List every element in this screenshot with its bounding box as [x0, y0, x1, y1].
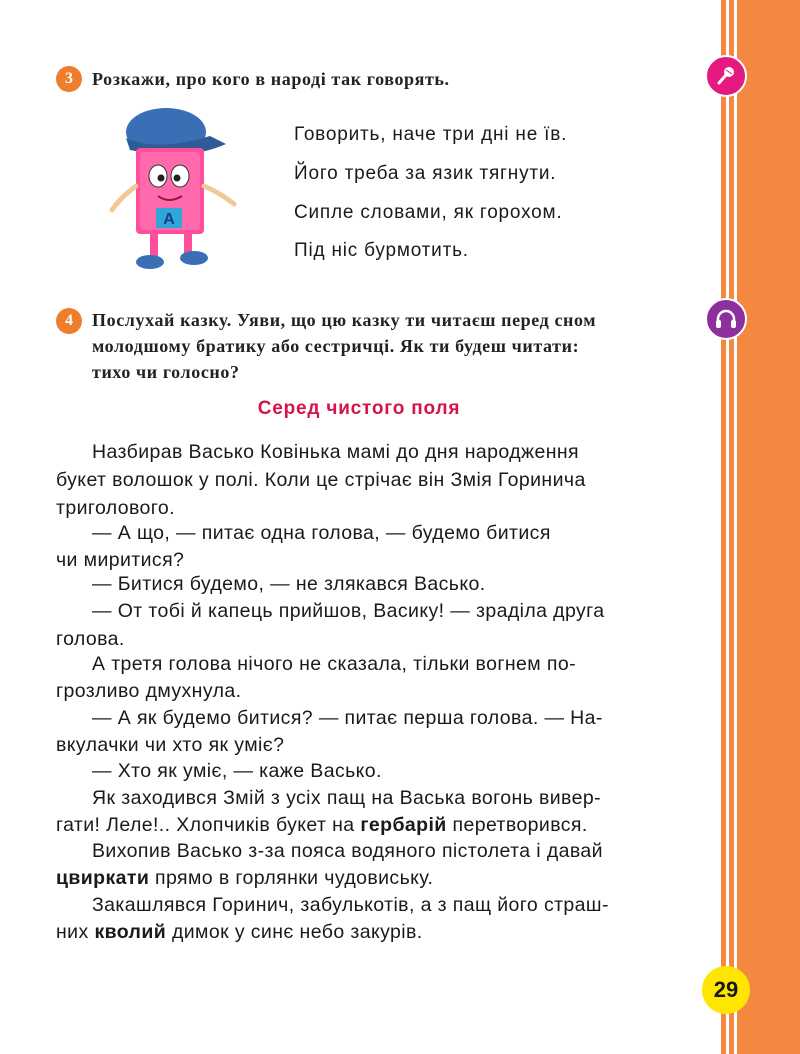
- headphones-icon[interactable]: [705, 298, 747, 340]
- story-line-9: А третя голова нічого не сказала, тільки вогнем по-: [92, 653, 576, 675]
- task-4-line-3: тихо чи голосно?: [92, 362, 240, 382]
- story-line-19: них кволий димок у синє небо закурів.: [56, 921, 423, 943]
- story-line-8: голова.: [56, 628, 125, 650]
- saying-1: Говорить, наче три дні не їв.: [294, 124, 568, 145]
- story-line-11: — А як будемо битися? — питає перша голова. — На-: [92, 707, 603, 729]
- story-title: Серед чистого поля: [257, 398, 461, 419]
- side-margin-bar: [718, 0, 800, 1054]
- task-4-number: 4: [56, 308, 82, 334]
- task-3-instruction: Розкажи, про кого в народі так говорять.: [92, 69, 450, 89]
- story-line-4: — А що, — питає одна голова, — будемо битися: [92, 522, 551, 544]
- story-line-1: Назбирав Васько Ковінька мамі до дня народження: [92, 441, 579, 463]
- story-line-10: грозливо дмухнула.: [56, 680, 242, 702]
- task-4-line-2: молодшому братику або сестричці. Як ти будеш читати:: [92, 336, 580, 356]
- word-kvolyi: кволий: [94, 921, 167, 943]
- saying-4: Під ніс бурмотить.: [294, 240, 469, 261]
- task-3-number: 3: [56, 66, 82, 92]
- story-line-12: вкулачки чи хто як уміє?: [56, 734, 285, 756]
- story-line-16: Вихопив Васько з-за пояса водяного пістолета і давай: [92, 840, 603, 862]
- task-4-line-1: Послухай казку. Уяви, що цю казку ти читаєш перед сном: [92, 310, 597, 330]
- story-line-13: — Хто як уміє, — каже Васько.: [92, 760, 382, 782]
- story-line-2: букет волошок у полі. Коли це стрічає він Змія Горинича: [56, 469, 586, 491]
- story-line-6: — Битися будемо, — не злякався Васько.: [92, 573, 486, 595]
- saying-2: Його треба за язик тягнути.: [294, 163, 557, 184]
- story-line-14: Як заходився Змій з усіх пащ на Васька вогонь вивер-: [92, 787, 601, 809]
- story-line-15: гати! Леле!.. Хлопчиків букет на гербарій перетворився.: [56, 814, 588, 836]
- story-line-7: — От тобі й капець прийшов, Васику! — зраділа друга: [92, 600, 605, 622]
- story-line-17: цвиркати прямо в горлянки чудовиську.: [56, 867, 434, 889]
- microphone-icon[interactable]: [705, 55, 747, 97]
- mascot-letter: А: [163, 211, 175, 228]
- word-tsvyrkaty: цвиркати: [56, 867, 150, 889]
- saying-3: Сипле словами, як горохом.: [294, 202, 563, 223]
- book-mascot-image: [106, 106, 246, 276]
- page-number: 29: [702, 966, 750, 1014]
- story-line-18: Закашлявся Горинич, забулькотів, а з пащ його страш-: [92, 894, 609, 916]
- story-line-5: чи миритися?: [56, 549, 185, 571]
- story-line-3: триголового.: [56, 497, 175, 519]
- word-herbarium: гербарій: [360, 814, 447, 836]
